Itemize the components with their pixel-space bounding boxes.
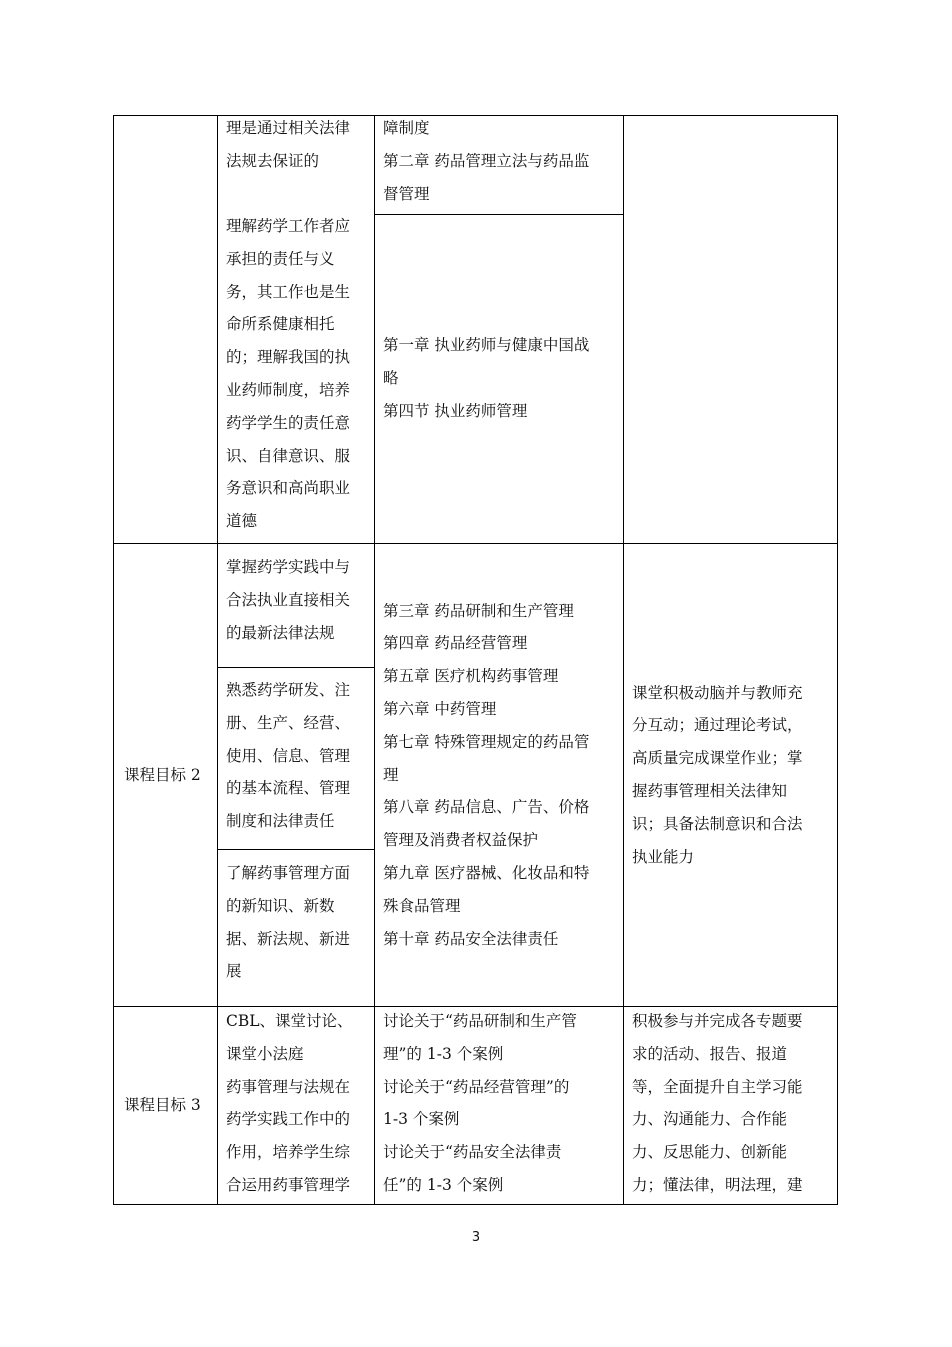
row-divider xyxy=(217,849,374,850)
requirement-text: 课堂积极动脑并与教师充 分互动；通过理论考试， 高质量完成课堂作业；掌 握药事管理相关法律知 识；具备法制意识和合法 执业能力 xyxy=(632,683,803,866)
content-cell: CBL、课堂讨论、 课堂小法庭 药事管理与法规在 药学实践工作中的 作用，培养学生综 合运用药事管理学 xyxy=(226,1012,353,1194)
requirement-cell xyxy=(632,544,836,1006)
chapters-cell xyxy=(383,544,621,1006)
content-cell: 熟悉药学研发、注 册、生产、经营、 使用、信息、管理 的基本流程、管理 制度和法律责任 xyxy=(226,681,351,831)
goal-label: 课程目标 3 xyxy=(124,1096,201,1115)
chapters-cell: 障制度 第二章 药品管理立法与药品监 督管理 xyxy=(383,119,590,203)
content-cell: 理解药学工作者应 承担的责任与义 务，其工作也是生 命所系健康相托 的；理解我国的执 业药师制度，培养 药学学生的责任意 识、自律意识、服 务意识和高尚职业 道德 xyxy=(226,217,351,531)
col-divider xyxy=(217,116,218,1204)
goal-cell xyxy=(124,1007,216,1204)
col-divider xyxy=(623,116,624,1204)
course-objectives-table xyxy=(113,115,838,1205)
col-divider xyxy=(374,116,375,1204)
chapters-text: 第三章 药品研制和生产管理 第四章 药品经营管理 第五章 医疗机构药事管理 第六章 中药管理 第七章 特殊管理规定的药品管 理 第八章 药品信息、广告、价格 管理及消费者权益保护 第九章 医疗器械、化妆品和特 殊食品管理 第十章 药品安全法律责任 xyxy=(383,601,590,948)
chapters-cell xyxy=(383,215,621,542)
content-cell: 理是通过相关法律 法规去保证的 xyxy=(226,119,351,170)
page-number: 3 xyxy=(471,1230,481,1245)
requirement-cell: 积极参与并完成各专题要 求的活动、报告、报道 等，全面提升自主学习能 力、沟通能力、合作能 力、反思能力、创新能 力；懂法律，明法理，建 xyxy=(632,1012,803,1194)
chapters-cell: 讨论关于“药品研制和生产管 理”的 1-3 个案例 讨论关于“药品经营管理”的 1-3 个案例 讨论关于“药品安全法律责 任”的 1-3 个案例 xyxy=(383,1012,577,1194)
content-cell: 了解药事管理方面 的新知识、新数 据、新法规、新进 展 xyxy=(226,864,351,981)
chapters-text: 第一章 执业药师与健康中国战 略 第四节 执业药师管理 xyxy=(383,336,590,420)
goal-cell xyxy=(124,544,216,1006)
goal-label: 课程目标 2 xyxy=(124,765,201,784)
content-cell: 掌握药学实践中与 合法执业直接相关 的最新法律法规 xyxy=(226,558,351,642)
row-divider xyxy=(217,667,374,668)
